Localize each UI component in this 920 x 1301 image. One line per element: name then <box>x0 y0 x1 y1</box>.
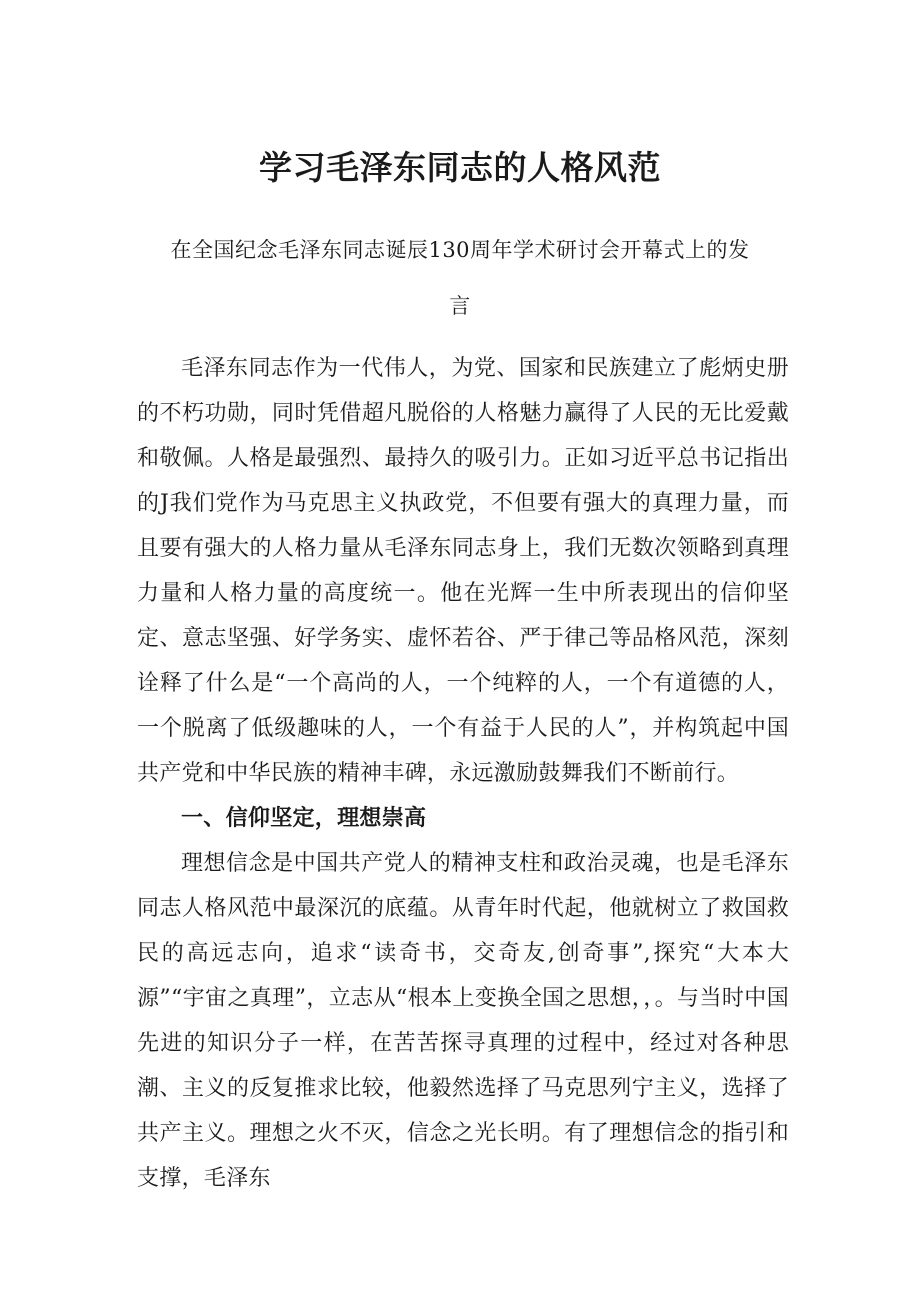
intro-paragraph: 毛泽东同志作为一代伟人，为党、国家和民族建立了彪炳史册的不朽功勋，同时凭借超凡脱俗的人格魅力赢得了人民的无比爱戴和敬佩。人格是最强烈、最持久的吸引力。正如习近平总书记指出的J我们党作为马克思主义执政党，不但要有强大的真理力量，而且要有强大的人格力量从毛泽东同志身上，我们无数次领略到真理力量和人格力量的高度统一。他在光辉一生中所表现出的信仰坚定、意志坚强、好学务实、虚怀若谷、严于律己等品格风范，深刻诠释了什么是“一个高尚的人，一个纯粹的人，一个有道德的人，一个脱离了低级趣味的人，一个有益于人民的人”，并构筑起中国共产党和中华民族的精神丰碑，永远激励鼓舞我们不断前行。 <box>137 356 789 786</box>
document-title: 学习毛泽东同志的人格风范 <box>259 148 661 187</box>
document-body <box>137 346 789 1201</box>
section-paragraph: 理想信念是中国共产党人的精神支柱和政治灵魂，也是毛泽东同志人格风范中最深沉的底蕴。从青年时代起，他就树立了救国救民的高远志向，追求“读奇书，交奇友,创奇事”,探究“大本大源”“宇宙之真理”，立志从“根本上变换全国之思想，，。与当时中国先进的知识分子一样，在苦苦探寻真理的过程中，经过对各种思潮、主义的反复推求比较，他毅然选择了马克思列宁主义，选择了共产主义。理想之火不灭，信念之光长明。有了理想信念的指引和支撑，毛泽东 <box>137 851 789 1191</box>
section-heading: 一、信仰坚定，理想崇高 <box>181 806 427 831</box>
document-subtitle: 在全国纪念毛泽东同志诞辰130周年学术研讨会开幕式上的发言 <box>170 238 750 318</box>
